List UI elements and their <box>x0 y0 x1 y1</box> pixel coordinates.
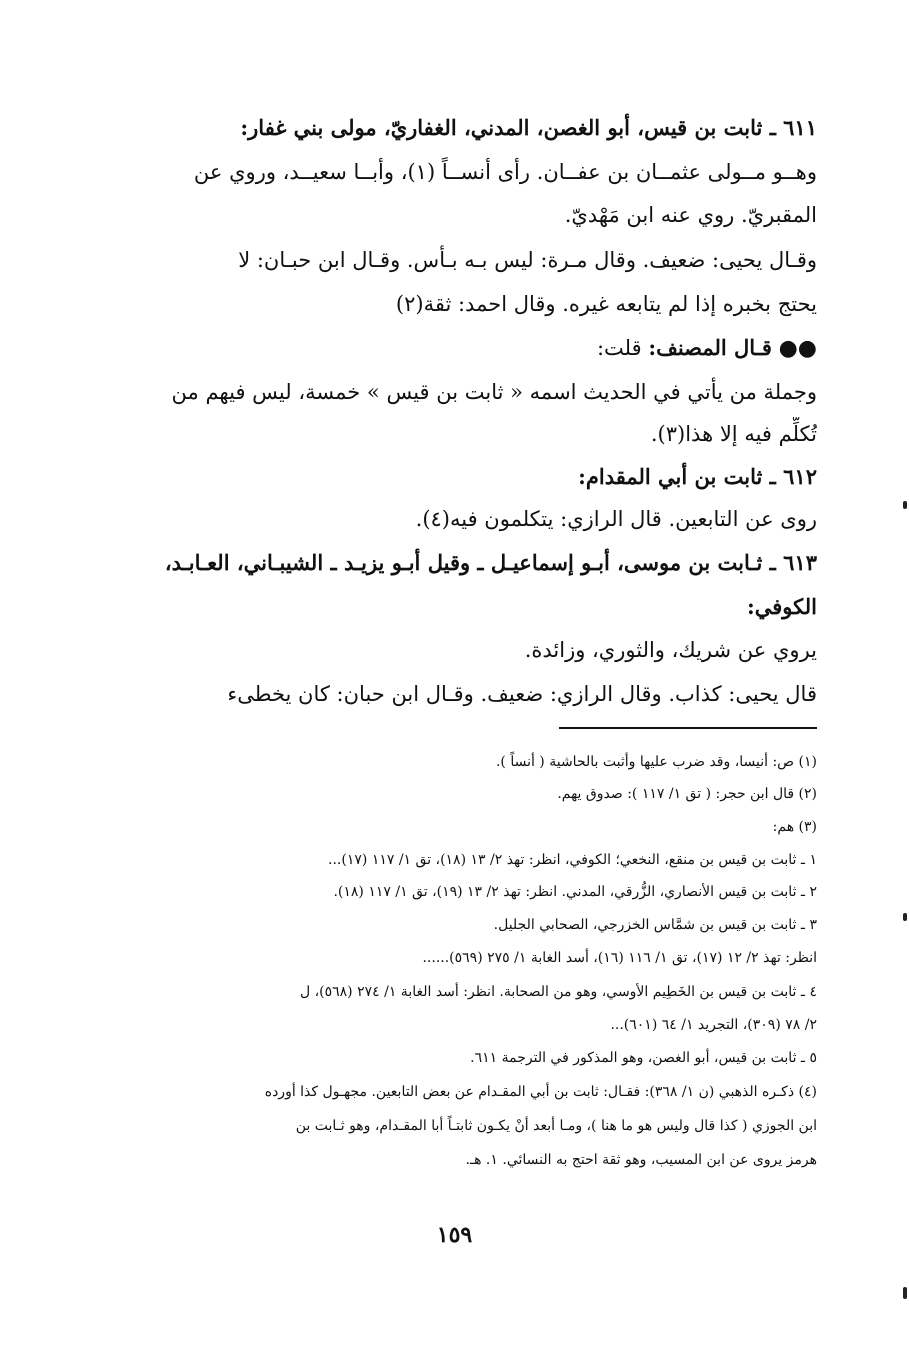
footnote-3-item: ٢/ ٧٨ (٣٠٩)، التجريد ١/ ٦٤ (٦٠١)... <box>610 1017 817 1033</box>
musannif-label: قـال المصنف: <box>648 335 772 360</box>
entry-612-heading: ٦١٢ ـ ثابت بن أبي المقدام: <box>578 464 817 489</box>
footnote-2: (٢) قال ابن حجر: ( تق ١/ ١١٧ ): صدوق يهم. <box>557 786 817 802</box>
footnote-4: هرمز يروى عن ابن المسيب، وهو ثقة احتج به النسائي. ١. هـ. <box>465 1152 817 1168</box>
entry-611-text: المقبريّ. روي عنه ابن مَهْديّ. <box>564 203 817 227</box>
footnote-separator <box>559 727 817 729</box>
entry-613-text: يروي عن شريك، والثوري، وزائدة. <box>524 638 817 662</box>
scan-mark <box>903 501 907 509</box>
entry-611-text: يحتج بخبره إذا لم يتابعه غيره. وقال احمد: ثقة(٢) <box>395 292 817 316</box>
footnote-3: (٣) هم: <box>772 819 817 835</box>
musannif-rest: قلت: <box>596 336 642 360</box>
entry-612-text: روى عن التابعين. قال الرازي: يتكلمون فيه(٤). <box>415 507 817 531</box>
entry-611-text: وهــو مــولى عثمــان بن عفــان. رأى أنســاً (١)، وأبــا سعيــد، وروي عن <box>193 160 817 184</box>
entry-611-text: وقـال يحيى: ضعيف. وقال مـرة: ليس بـه بـأس. وقـال ابن حبـان: لا <box>238 248 817 272</box>
entry-613-heading: الكوفي: <box>747 594 817 619</box>
entry-613-text: قال يحيى: كذاب. وقال الرازي: ضعيف. وقـال ابن حبان: كان يخطىء <box>227 682 817 706</box>
musannif-text: تُكلِّم فيه إلا هذا(٣). <box>650 422 817 446</box>
scan-mark <box>903 1287 907 1299</box>
footnote-3-item: ٥ ـ ثابت بن قيس، أبو الغصن، وهو المذكور في الترجمة ٦١١. <box>470 1050 817 1066</box>
footnote-1: (١) ص: أنيسا، وقد ضرب عليها وأثبت بالحاشية ( أنساً ). <box>495 754 817 770</box>
scan-mark <box>903 913 907 921</box>
entry-613-heading: ٦١٣ ـ ثـابت بن موسى، أبـو إسماعيـل ـ وقيل أبـو يزيـد ـ الشيبـاني، العـابـد، <box>164 550 817 575</box>
footnote-3-item: ٤ ـ ثابت بن قيس بن الخَطِيم الأوسي، وهو من الصحابة. انظر: أسد الغابة ١/ ٢٧٤ (٥٦٨)، ل <box>300 984 817 1000</box>
musannif-text: وجملة من يأتي في الحديث اسمه « ثابت بن قيس » خمسة، ليس فيهم من <box>171 380 817 404</box>
entry-611-heading: ٦١١ ـ ثابت بن قيس، أبو الغصن، المدني، الغفاريّ، مولى بني غفار: <box>240 115 817 140</box>
footnote-3-item: ٣ ـ ثابت بن قيس بن شمَّاس الخزرجي، الصحابي الجليل. <box>493 917 817 933</box>
musannif-remark <box>95 331 817 366</box>
footnote-3-item: ٢ ـ ثابت بن قيس الأنصاري، الزُّرقي، المدني. انظر: تهذ ٢/ ١٣ (١٩)، تق ١/ ١١٧ (١٨). <box>333 884 817 900</box>
footnote-4: (٤) ذكـره الذهبي (ن ١/ ٣٦٨): فقـال: ثابت بن أبي المقـدام عن بعض التابعين. مجهـول كذا أورده <box>264 1084 817 1100</box>
bullet-dots-icon: ●● <box>778 336 817 361</box>
footnote-3-item: ١ ـ ثابت بن قيس بن منقع، النخعي؛ الكوفي، انظر: تهذ ٢/ ١٣ (١٨)، تق ١/ ١١٧ (١٧)... <box>328 852 817 868</box>
footnote-3-item: انظر: تهذ ٢/ ١٢ (١٧)، تق ١/ ١١٦ (١٦)، أسد الغابة ١/ ٢٧٥ (٥٦٩)...... <box>422 950 817 966</box>
footnote-4: ابن الجوزي ( كذا قال وليس هو ما هنا )، ومـا أبعد أنْ يكـون ثابتـاً أبا المقـدام، وهو ثـابت بن <box>295 1118 817 1134</box>
page-number: ١٥٩ <box>436 1222 473 1248</box>
